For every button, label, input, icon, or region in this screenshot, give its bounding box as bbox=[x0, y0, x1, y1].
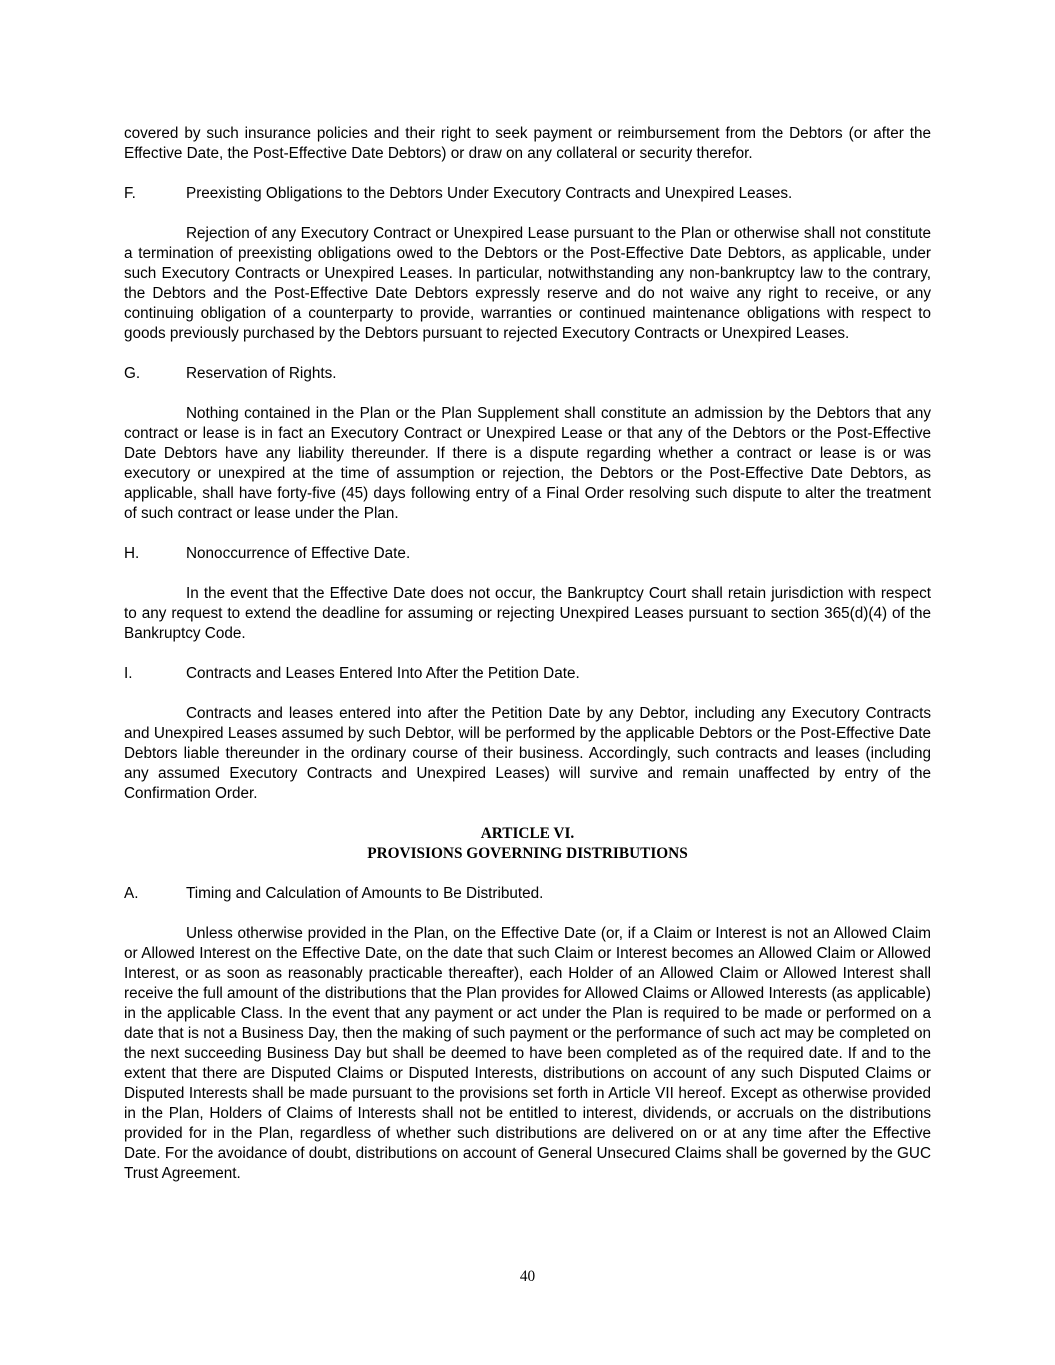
article-title: PROVISIONS GOVERNING DISTRIBUTIONS bbox=[367, 845, 688, 862]
document-page bbox=[124, 124, 931, 1204]
intro-paragraph: covered by such insurance policies and their right to seek payment or reimbursement from the Debtors (or after the Effective Date, the Post-Effective Date Debtors) or draw on any collateral or security therefor. bbox=[124, 125, 931, 162]
section-title: Reservation of Rights. bbox=[186, 365, 337, 382]
section-title: Timing and Calculation of Amounts to Be Distributed. bbox=[186, 885, 544, 902]
article-heading bbox=[124, 824, 931, 864]
section-letter: H. bbox=[124, 545, 140, 562]
article-number: ARTICLE VI. bbox=[480, 825, 575, 842]
section-title: Contracts and Leases Entered Into After the Petition Date. bbox=[186, 665, 580, 682]
section-heading-f bbox=[124, 184, 931, 204]
section-heading-g bbox=[124, 364, 931, 384]
section-body-i: Contracts and leases entered into after the Petition Date by any Debtor, including any Executory Contracts and Unexpired Leases assumed by such Debtor, will be performed by the applicable Debtors or the Post-Effective Date Debtors liable thereunder in the ordinary course of their business. Accordingly, such contracts and leases (including any assumed Executory Contracts and Unexpired Leases) will survive and remain unaffected by entry of the Confirmation Order. bbox=[124, 705, 931, 802]
section-letter: F. bbox=[124, 185, 136, 202]
section-body-g: Nothing contained in the Plan or the Plan Supplement shall constitute an admission by the Debtors that any contract or lease is in fact an Executory Contract or Unexpired Lease or that any of the Debtors or the Post-Effective Date Debtors have any liability thereunder. If there is a dispute regarding whether a contract or lease is or was executory or unexpired at the time of assumption or rejection, the Debtors or the Post-Effective Date Debtors, as applicable, shall have forty-five (45) days following entry of a Final Order resolving such dispute to alter the treatment of such contract or lease under the Plan. bbox=[124, 405, 931, 522]
section-title: Preexisting Obligations to the Debtors Under Executory Contracts and Unexpired Leases. bbox=[186, 185, 793, 202]
section-body-f: Rejection of any Executory Contract or Unexpired Lease pursuant to the Plan or otherwise shall not constitute a termination of preexisting obligations owed to the Debtors or the Post-Effective Date Debtors, as applicable, under such Executory Contracts or Unexpired Leases. In particular, notwithstanding any non-bankruptcy law to the contrary, the Debtors and the Post-Effective Date Debtors expressly reserve and do not waive any right to receive, or any continuing obligation of a counterparty to provide, warranties or continued maintenance obligations with respect to goods previously purchased by the Debtors pursuant to rejected Executory Contracts or Unexpired Leases. bbox=[124, 225, 931, 342]
section-heading-i bbox=[124, 664, 931, 684]
section-title: Nonoccurrence of Effective Date. bbox=[186, 545, 411, 562]
section-letter: I. bbox=[124, 665, 133, 682]
section-heading-h bbox=[124, 544, 931, 564]
article-section-body-a: Unless otherwise provided in the Plan, on the Effective Date (or, if a Claim or Interest is not an Allowed Claim or Allowed Interest on the Effective Date, on the date that such Claim or Interest becomes an Allowed Claim or Allowed Interest, or as soon as reasonably practicable thereafter), each Holder of an Allowed Claim or Allowed Interest shall receive the full amount of the distributions that the Plan provides for Allowed Claims or Allowed Interests (as applicable) in the applicable Class. In the event that any payment or act under the Plan is required to be made or performed on a date that is not a Business Day, then the making of such payment or the performance of such act may be completed on the next succeeding Business Day but shall be deemed to have been completed as of the required date. If and to the extent that there are Disputed Claims or Disputed Interests, distributions on account of any such Disputed Claims or Disputed Interests shall be made pursuant to the provisions set forth in Article VII hereof. Except as otherwise provided in the Plan, Holders of Claims of Interests shall not be entitled to interest, dividends, or accruals on the distributions provided for in the Plan, regardless of whether such distributions are delivered on or at any time after the Effective Date. For the avoidance of doubt, distributions on account of General Unsecured Claims shall be governed by the GUC Trust Agreement. bbox=[124, 925, 931, 1182]
article-section-heading-a bbox=[124, 884, 931, 904]
section-letter: G. bbox=[124, 365, 141, 382]
page-number: 40 bbox=[519, 1268, 536, 1285]
section-body-h: In the event that the Effective Date does not occur, the Bankruptcy Court shall retain jurisdiction with respect to any request to extend the deadline for assuming or rejecting Unexpired Leases pursuant to section 365(d)(4) of the Bankruptcy Code. bbox=[124, 585, 931, 642]
section-letter: A. bbox=[124, 885, 139, 902]
